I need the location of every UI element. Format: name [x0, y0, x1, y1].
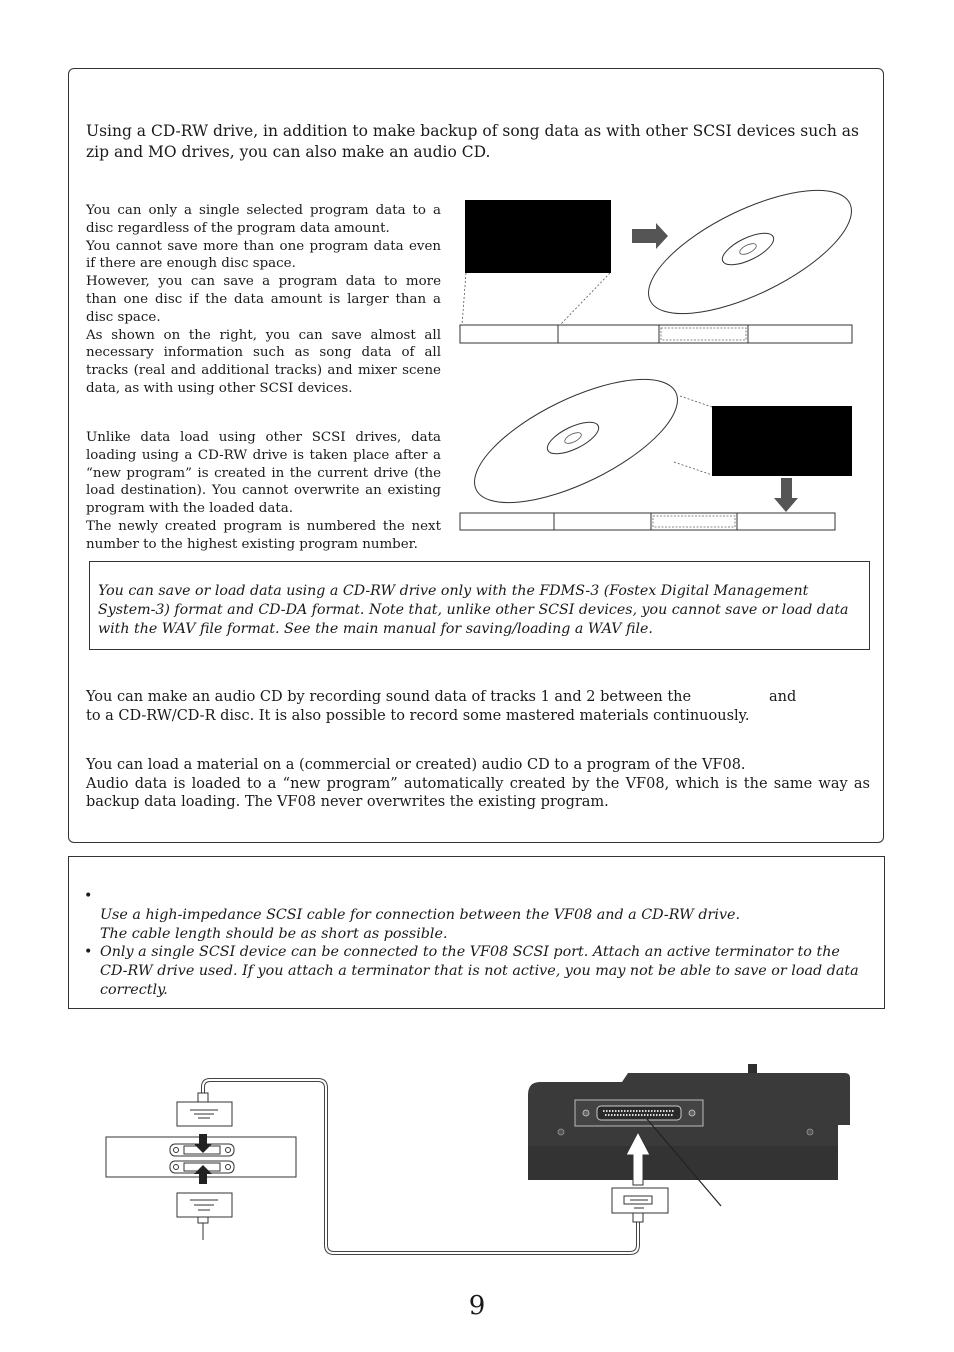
bullet-dot: •: [84, 944, 93, 960]
screw-icon: [558, 1129, 564, 1135]
cd-disc-icon: [632, 166, 868, 339]
scsi-plug-icon: [612, 1188, 668, 1222]
intro-paragraph: Using a CD-RW drive, in addition to make backup of song data as with other SCSI devices such as zip and MO drives, you can also make an audio CD.: [86, 122, 859, 161]
terminator-icon: [177, 1193, 232, 1240]
format-note: You can save or load data using a CD-RW drive only with the FDMS-3 (Fostex Digital Management System-3) format and CD-DA format. Note that, unlike other SCSI devices, you cannot save or load data with the WAV file format. See the main manual for saving/loading a WAV file.: [89, 561, 870, 650]
audio-cd-line1b: and: [769, 689, 797, 705]
load-diagram: [458, 355, 852, 530]
down-arrow-icon: [774, 478, 798, 512]
save-diagram: [460, 166, 868, 343]
bullet-text: Use a high-impedance SCSI cable for connection between the VF08 and a CD-RW drive. The cable length should be as short as possible.: [100, 907, 741, 942]
bullet-dot: •: [84, 888, 93, 904]
audio-cd-line2: to a CD-RW/CD-R disc. It is also possible to record some mastered materials continuously.: [86, 708, 750, 724]
program-list-bar: [460, 513, 835, 530]
connection-diagram: [106, 1064, 850, 1253]
cd-disc-icon: [458, 355, 694, 528]
screw-icon: [807, 1129, 813, 1135]
backup-save-paragraph: You can only a single selected program data to a disc regardless of the program data amount. You cannot save more than one program data even if there are enough disc space. However, you can save a program data to more than one disc if the data amount is larger than a disc space. As shown on the right, you can save almost all necessary information such as song data of all tracks (real and additional tracks) and mixer scene data, as with using other SCSI devices.: [86, 203, 441, 396]
program-list-bar: [460, 325, 852, 343]
right-arrow-icon: [632, 223, 668, 249]
vf08-unit: [528, 1064, 850, 1180]
audio-load-paragraph: You can load a material on a (commercial or created) audio CD to a program of the VF08. Audio data is loaded to a “new program” automatically created by the VF08, which is the same way as backup data loading. The VF08 never overwrites the existing program.: [86, 757, 870, 810]
page-number: 9: [468, 1291, 486, 1321]
program-data-block: [465, 200, 611, 273]
program-data-block: [712, 406, 852, 476]
scsi-port-icon: [597, 1106, 681, 1120]
backup-load-paragraph: Unlike data load using other SCSI drives, data loading using a CD-RW drive is taken place after a “new program” is created in the current drive (the load destination). You cannot overwrite an existing program with the loaded data. The newly created program is numbered the next number to the highest existing program number.: [86, 430, 441, 552]
audio-cd-line1a: You can make an audio CD by recording sound data of tracks 1 and 2 between the: [86, 689, 692, 705]
bullet-text: Only a single SCSI device can be connected to the VF08 SCSI port. Attach an active terminator to the CD-RW drive used. If you attach a terminator that is not active, you may not be able to save or load data correctly.: [100, 944, 859, 998]
scsi-plug-icon: [177, 1093, 232, 1126]
